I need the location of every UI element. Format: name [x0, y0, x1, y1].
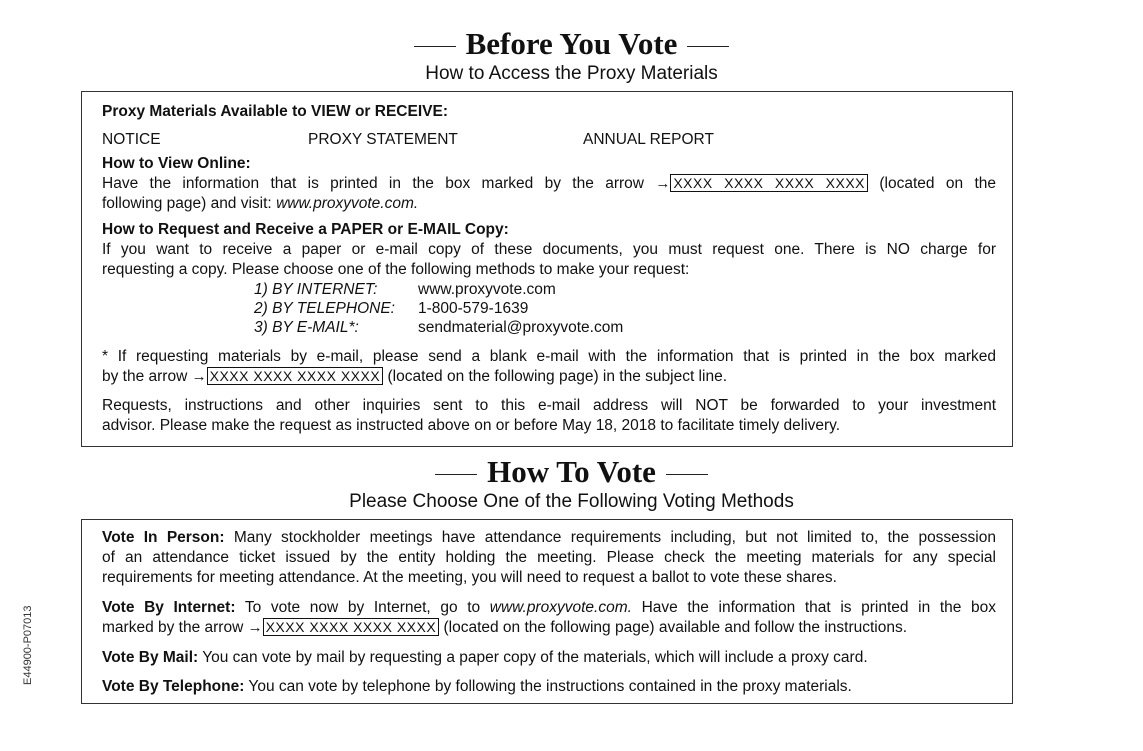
vote-in-person-line-3: requirements for meeting attendance. At the meeting, you will need to request a ballot to vote these shares.: [102, 569, 837, 586]
vote-telephone-label: Vote By Telephone:: [102, 678, 245, 695]
requests-line-2: advisor. Please make the request as instructed above on or before May 18, 2018 to facilitate timely delivery.: [102, 417, 841, 434]
control-number-box: XXXX XXXX XXXX XXXX: [263, 618, 440, 636]
method-internet-label: 1) BY INTERNET:: [254, 281, 378, 298]
view-online-line-2: following page) and visit: www.proxyvote.com.: [102, 195, 419, 212]
view-online-line-1: Have the information that is printed in the box marked by the arrow → XXXX XXXX XXXX XXXX (located on the: [102, 175, 997, 192]
footnote-line-2: by the arrow → XXXX XXXX XXXX XXXX (located on the following page) in the subject line.: [102, 368, 727, 385]
side-document-code: E44900-P07013: [22, 605, 34, 685]
vote-internet-label: Vote By Internet:: [102, 599, 236, 616]
materials-available-heading: Proxy Materials Available to VIEW or RECEIVE:: [102, 103, 448, 120]
request-text-line-1: If you want to receive a paper or e-mail copy of these documents, you must request one. There is NO charge for: [102, 241, 996, 258]
title-rule-left: [414, 46, 456, 47]
arrow-right-icon: →: [191, 368, 207, 385]
control-number-box: XXXX XXXX XXXX XXXX: [670, 174, 868, 192]
method-telephone-label: 2) BY TELEPHONE:: [254, 300, 395, 317]
view-online-heading: How to View Online:: [102, 155, 251, 172]
proxyvote-website-text: www.proxyvote.com.: [276, 195, 419, 212]
before-vote-title: Before You Vote: [465, 26, 678, 61]
title-rule-right: [687, 46, 729, 47]
requests-line-1: Requests, instructions and other inquiries sent to this e-mail address will NOT be forwarded to your investment: [102, 397, 996, 414]
title-rule-right: [666, 474, 708, 475]
arrow-right-icon: →: [655, 175, 671, 192]
voting-methods-box: [81, 519, 1013, 704]
footnote-line-1: * If requesting materials by e-mail, please send a blank e-mail with the information that is printed in the box marked: [102, 348, 996, 365]
vote-mail-label: Vote By Mail:: [102, 649, 199, 666]
before-vote-header: [0, 26, 1143, 86]
method-internet-value: www.proxyvote.com: [418, 281, 556, 298]
doc-annual-report: ANNUAL REPORT: [583, 131, 714, 148]
vote-internet-line-2: marked by the arrow → XXXX XXXX XXXX XXXX (located on the following page) available and follow the instructions.: [102, 619, 908, 636]
vote-in-person-line-2: of an attendance ticket issued by the entity holding the meeting. Please check the meeting materials for any special: [102, 549, 996, 566]
method-telephone-value: 1-800-579-1639: [418, 300, 529, 317]
method-email-label: 3) BY E-MAIL*:: [254, 319, 359, 336]
doc-proxy-statement: PROXY STATEMENT: [308, 131, 458, 148]
vote-telephone-line: Vote By Telephone: You can vote by telephone by following the instructions contained in the proxy materials.: [102, 678, 852, 695]
control-number-box: XXXX XXXX XXXX XXXX: [207, 367, 384, 385]
before-vote-subtitle: How to Access the Proxy Materials: [425, 63, 718, 84]
how-to-vote-title: How To Vote: [487, 454, 656, 489]
request-copy-heading: How to Request and Receive a PAPER or E-MAIL Copy:: [102, 221, 509, 238]
proxyvote-website-text: www.proxyvote.com.: [489, 599, 632, 616]
arrow-right-icon: →: [247, 619, 263, 636]
doc-notice: NOTICE: [102, 131, 161, 148]
vote-in-person-line-1: Vote In Person: Many stockholder meetings have attendance requirements including, but not limited to, the possession: [102, 529, 996, 546]
title-rule-left: [435, 474, 477, 475]
proxy-materials-box: [81, 91, 1013, 447]
request-text-line-2: requesting a copy. Please choose one of the following methods to make your request:: [102, 261, 690, 278]
how-to-vote-header: [0, 454, 1143, 514]
how-to-vote-subtitle: Please Choose One of the Following Voting Methods: [349, 491, 794, 512]
vote-in-person-label: Vote In Person:: [102, 529, 225, 546]
vote-internet-line-1: Vote By Internet: To vote now by Internet, go to www.proxyvote.com. Have the information that is printed in the box: [102, 599, 997, 616]
vote-mail-line: Vote By Mail: You can vote by mail by requesting a paper copy of the materials, which will include a proxy card.: [102, 649, 868, 666]
method-email-value: sendmaterial@proxyvote.com: [418, 319, 624, 336]
